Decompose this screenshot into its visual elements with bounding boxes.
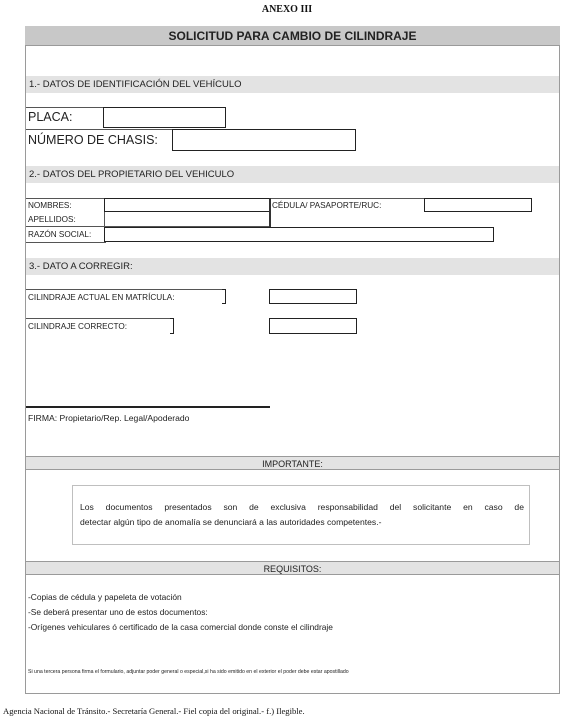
razon-bottom-line: [26, 242, 106, 243]
form-title: SOLICITUD PARA CAMBIO DE CILINDRAJE: [25, 26, 560, 46]
cilindraje-correcto-input[interactable]: [269, 318, 357, 334]
cilindraje-correcto-label: CILINDRAJE CORRECTO:: [28, 322, 128, 331]
annex-title: ANEXO III: [261, 4, 313, 15]
apellidos-divider: [104, 212, 105, 226]
correcto-top-line: [26, 318, 174, 319]
nombres-input[interactable]: [104, 198, 270, 212]
footer-text: Agencia Nacional de Tránsito.- Secretaría General.- Fiel copia del original.- f.) Ilegible.: [3, 706, 305, 716]
section3-heading: 3.- DATO A CORREGIR:: [26, 258, 559, 275]
importante-heading: IMPORTANTE:: [26, 456, 559, 470]
requisitos-heading: REQUISITOS:: [26, 561, 559, 575]
section2-heading: 2.- DATOS DEL PROPIETARIO DEL VEHICULO: [26, 166, 559, 183]
actual-top-line: [26, 289, 226, 290]
nombres-label: NOMBRES:: [28, 201, 72, 210]
section1-heading: 1.- DATOS DE IDENTIFICACIÓN DEL VEHÍCULO: [26, 76, 559, 93]
chasis-label: NÚMERO DE CHASIS:: [28, 133, 158, 147]
cedula-label: CÉDULA/ PASAPORTE/RUC:: [272, 201, 382, 210]
apellidos-label: APELLIDOS:: [28, 215, 76, 224]
cilindraje-actual-label: CILINDRAJE ACTUAL EN MATRÍCULA:: [28, 293, 175, 302]
correcto-label-end: [170, 318, 174, 334]
notice-line-1: Los documentos presentados son de exclusiva responsabilidad del solicitante en caso de: [80, 502, 524, 512]
notice-line-2: detectar algún tipo de anomalía se denunciará a las autoridades competentes.-: [80, 517, 382, 527]
notice-text: [80, 500, 524, 530]
razon-input[interactable]: [104, 227, 494, 242]
actual-label-end: [222, 289, 226, 304]
requisito-item: -Se deberá presentar uno de estos documentos:: [28, 607, 208, 617]
cedula-input[interactable]: [424, 198, 532, 212]
requisito-item: -Copias de cédula y papeleta de votación: [28, 592, 182, 602]
signature-line[interactable]: [26, 406, 270, 408]
placa-label: PLACA:: [28, 110, 73, 124]
requisito-item: -Orígenes vehiculares ó certificado de la casa comercial donde conste el cilindraje: [28, 622, 333, 632]
placa-input[interactable]: [103, 107, 226, 128]
razon-label: RAZÓN SOCIAL:: [28, 230, 92, 239]
requisitos-note: Si una tercera persona firma el formulario, adjuntar poder general o especial,si ha sido emitido en el exterior el poder debe estar apostillado: [28, 669, 349, 675]
firma-label: FIRMA: Propietario/Rep. Legal/Apoderado: [28, 413, 190, 423]
chasis-input[interactable]: [172, 129, 356, 151]
cilindraje-actual-input[interactable]: [269, 289, 357, 304]
owner-divider: [269, 198, 271, 228]
